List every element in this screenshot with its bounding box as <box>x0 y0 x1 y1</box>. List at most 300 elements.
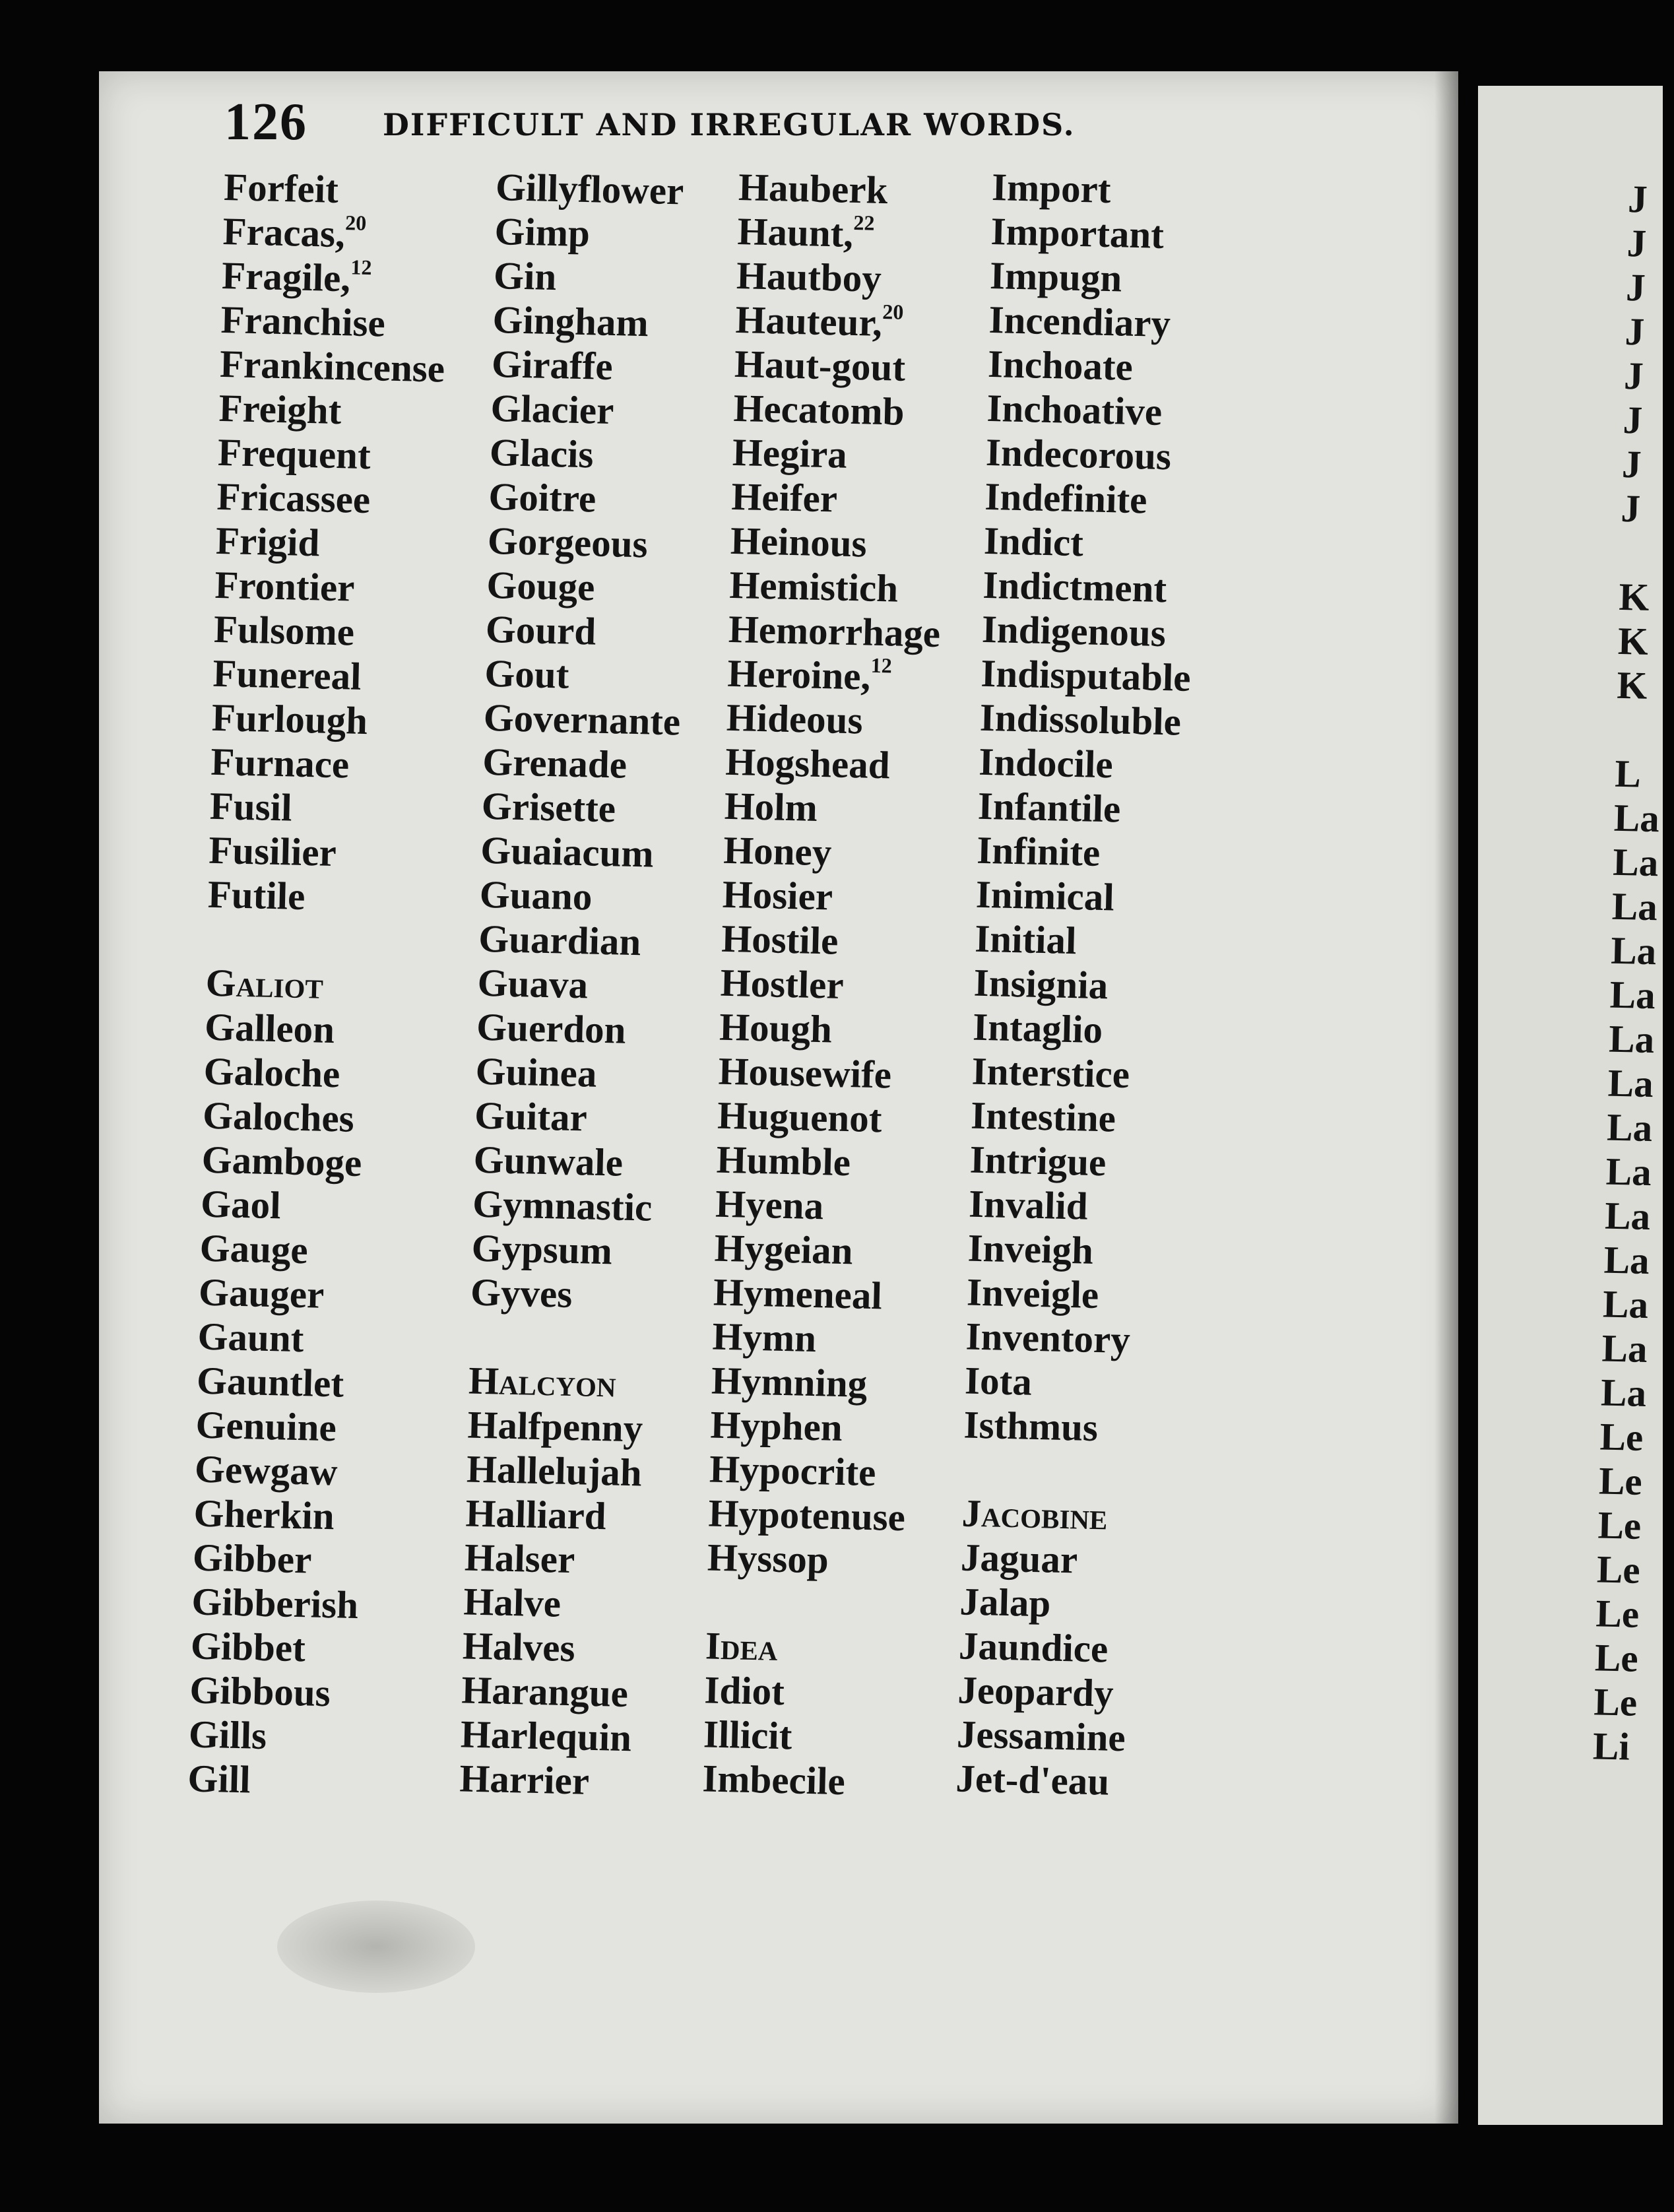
word-text: Interstice <box>971 1049 1130 1097</box>
word-entry <box>967 1226 1178 1275</box>
word-text: Futile <box>207 872 306 919</box>
word-fragment: La <box>1601 1326 1648 1371</box>
word-entry <box>195 1403 421 1452</box>
word-entry <box>489 430 687 479</box>
word-entry <box>730 519 943 568</box>
word-entry <box>707 1535 920 1584</box>
word-text: Gunwale <box>473 1137 624 1185</box>
word-entry <box>727 651 940 700</box>
word-text: Huguenot <box>717 1093 883 1141</box>
word-fragment: La <box>1611 884 1658 929</box>
word-entry <box>476 1005 674 1054</box>
word-fragment: La <box>1604 1193 1651 1239</box>
word-entry <box>734 342 947 391</box>
word-text: Hyssop <box>707 1535 829 1582</box>
word-text: Guardian <box>478 916 642 964</box>
section-gap <box>1619 531 1665 576</box>
word-entry <box>477 961 675 1010</box>
word-entry <box>958 1623 1169 1672</box>
word-text: Hauteur, <box>734 297 883 344</box>
word-entry <box>718 1049 931 1098</box>
word-text: Inventory <box>965 1314 1131 1362</box>
word-entry <box>187 1756 413 1805</box>
word-text: Halves <box>462 1623 576 1670</box>
word-fragment: La <box>1600 1370 1647 1415</box>
word-entry <box>201 1138 427 1187</box>
word-entry <box>217 430 443 480</box>
word-fragment: Li <box>1592 1724 1630 1769</box>
word-text: Gamboge <box>201 1137 363 1185</box>
word-entry <box>724 784 937 833</box>
word-text: Invalid <box>968 1181 1089 1228</box>
word-text: Inchoate <box>987 341 1134 389</box>
word-text: Furnace <box>210 739 350 787</box>
word-text: Jacobine <box>961 1491 1109 1538</box>
word-entry <box>472 1182 670 1231</box>
word-text: Hypocrite <box>709 1447 877 1495</box>
word-text: Gout <box>484 651 570 697</box>
word-text: Gibbet <box>190 1623 306 1670</box>
word-text: Gymnastic <box>472 1181 653 1229</box>
word-text: Hemorrhage <box>728 606 941 656</box>
word-entry <box>482 740 680 789</box>
word-text: Frequent <box>217 430 371 478</box>
word-text: Harrier <box>459 1756 590 1803</box>
word-entry <box>989 253 1200 302</box>
word-entry <box>965 1315 1176 1363</box>
word-text: Gibbous <box>189 1668 331 1715</box>
word-text: Gypsum <box>471 1225 613 1273</box>
word-fragment: J <box>1622 397 1643 442</box>
word-text: Fusilier <box>208 828 337 875</box>
word-entry <box>203 1049 429 1099</box>
word-text: Hauberk <box>738 165 889 212</box>
word-text: Hosier <box>722 872 833 919</box>
word-fragment: La <box>1602 1282 1649 1327</box>
word-text: Isthmus <box>963 1402 1099 1450</box>
word-text: Guava <box>477 960 589 1007</box>
word-entry <box>704 1668 917 1716</box>
word-entry <box>198 1270 424 1320</box>
word-entry <box>474 1093 672 1142</box>
word-entry <box>479 872 677 921</box>
word-entry <box>493 253 691 302</box>
word-entry <box>715 1182 928 1231</box>
word-text: Hyena <box>715 1181 824 1228</box>
word-text: Infantile <box>977 783 1122 831</box>
word-text: Gill <box>187 1756 251 1802</box>
word-text: Idea <box>705 1623 779 1669</box>
word-text: Important <box>990 209 1165 257</box>
word-fragment: Le <box>1598 1458 1643 1503</box>
word-entry <box>203 1093 428 1143</box>
word-entry <box>712 1315 925 1363</box>
word-entry <box>710 1403 923 1452</box>
word-entry <box>461 1668 659 1716</box>
section-head-word <box>205 961 431 1010</box>
word-text: Heifer <box>730 474 838 521</box>
word-entry <box>971 1049 1182 1098</box>
word-text: Frontier <box>214 562 356 610</box>
word-column-3 <box>702 165 951 1805</box>
word-entry <box>732 430 945 479</box>
word-entry <box>211 696 437 745</box>
word-text: Jessamine <box>956 1712 1126 1760</box>
word-fragment: J <box>1627 177 1648 221</box>
word-text: Gills <box>188 1712 267 1758</box>
word-text: Indisputable <box>980 651 1192 700</box>
word-entry <box>960 1535 1171 1584</box>
word-entry <box>990 209 1202 258</box>
word-entry <box>196 1359 422 1408</box>
word-entry <box>483 696 681 744</box>
word-entry <box>987 342 1198 391</box>
word-entry <box>957 1668 1169 1716</box>
word-text: Halser <box>464 1535 575 1582</box>
word-text: Illicit <box>703 1712 793 1758</box>
word-text: Hostler <box>720 960 845 1007</box>
reference-number: 22 <box>853 210 875 235</box>
word-fragment: K <box>1618 574 1650 619</box>
word-text: Hygeian <box>714 1225 854 1273</box>
word-text: Fulsome <box>213 606 355 654</box>
word-text: Gillyflower <box>495 165 685 213</box>
word-entry <box>459 1756 657 1805</box>
word-text: Hecatomb <box>732 385 905 434</box>
word-text: Guitar <box>474 1093 588 1140</box>
section-head-word <box>961 1491 1173 1540</box>
word-entry <box>721 917 934 965</box>
word-entry <box>991 165 1202 214</box>
word-fragment: Le <box>1596 1547 1641 1592</box>
word-entry <box>201 1182 426 1231</box>
word-entry <box>481 784 679 833</box>
word-fragment: Le <box>1595 1591 1640 1636</box>
word-entry <box>971 1093 1182 1142</box>
page-header <box>224 92 1076 152</box>
reference-number: 12 <box>870 653 893 678</box>
word-text: Holm <box>724 783 818 830</box>
word-fragment: Le <box>1599 1414 1644 1459</box>
word-text: Goitre <box>488 474 597 521</box>
word-entry <box>723 828 936 877</box>
word-text: Jet-d'eau <box>955 1756 1110 1804</box>
word-entry <box>207 872 433 922</box>
word-entry <box>977 828 1188 877</box>
word-text: Inveigle <box>966 1270 1099 1317</box>
word-text: Gibberish <box>191 1579 359 1627</box>
word-text: Import <box>991 165 1112 212</box>
word-fragment: Le <box>1597 1503 1642 1547</box>
word-text: Hegira <box>732 430 848 476</box>
word-text: Gourd <box>485 606 596 653</box>
word-text: Gaol <box>200 1181 282 1227</box>
reference-number: 12 <box>350 255 372 280</box>
word-entry <box>460 1712 658 1761</box>
word-text: Halve <box>463 1579 562 1625</box>
word-text: Gorgeous <box>487 518 649 566</box>
word-text: Heinous <box>730 518 868 566</box>
word-entry <box>473 1138 671 1187</box>
word-entry <box>969 1138 1180 1187</box>
word-text: Guerdon <box>476 1004 627 1052</box>
word-entry <box>197 1315 423 1364</box>
word-fragment: Le <box>1593 1679 1638 1724</box>
word-text: Giraffe <box>491 341 614 389</box>
word-entry <box>988 298 1200 346</box>
word-text: Gauntlet <box>196 1358 344 1406</box>
word-entry <box>487 519 685 568</box>
word-fragment: J <box>1626 220 1647 265</box>
word-entry <box>955 1756 1167 1805</box>
page-number: 126 <box>224 93 307 151</box>
word-entry <box>708 1491 921 1540</box>
word-text: Franchise <box>220 297 386 345</box>
word-text: Galiot <box>205 960 324 1007</box>
word-entry <box>222 209 448 259</box>
word-text: Freight <box>218 385 342 433</box>
word-entry <box>714 1226 927 1275</box>
word-entry <box>964 1359 1175 1408</box>
word-fragment: La <box>1610 928 1658 973</box>
word-text: Inimical <box>975 872 1115 919</box>
word-text: Heroine, <box>726 651 872 698</box>
word-text: Gewgaw <box>194 1447 338 1494</box>
word-entry <box>735 298 948 346</box>
word-entry <box>713 1270 926 1319</box>
word-entry <box>973 961 1184 1010</box>
word-entry <box>709 1447 922 1496</box>
word-entry <box>485 607 683 656</box>
word-text: Halfpenny <box>467 1402 643 1450</box>
word-entry <box>737 209 950 258</box>
word-text: Fracas, <box>222 209 346 256</box>
running-title: DIFFICULT AND IRREGULAR WORDS. <box>383 107 1076 143</box>
word-column-1 <box>187 165 449 1805</box>
word-text: Gingham <box>492 297 649 345</box>
reference-number: 20 <box>344 211 367 235</box>
word-entry <box>212 651 438 701</box>
word-fragment: J <box>1625 265 1646 309</box>
word-text: Gimp <box>494 209 591 255</box>
word-entry <box>194 1447 420 1497</box>
word-text: Impugn <box>989 253 1122 300</box>
word-text: Galleon <box>204 1004 335 1052</box>
word-text: Glacier <box>490 385 615 433</box>
word-entry <box>725 740 938 789</box>
word-text: Gyves <box>470 1270 573 1317</box>
word-entry <box>702 1756 915 1805</box>
word-text: Indict <box>983 518 1084 565</box>
word-entry <box>189 1668 415 1717</box>
word-text: Jaguar <box>960 1535 1078 1582</box>
word-fragment: J <box>1623 353 1644 398</box>
word-text: Glacis <box>489 430 595 476</box>
word-text: Intaglio <box>972 1004 1103 1052</box>
word-text: Guano <box>479 872 593 919</box>
word-text: Frigid <box>215 518 321 565</box>
word-text: Inchoative <box>986 385 1163 434</box>
word-entry <box>216 474 442 524</box>
word-text: Furlough <box>211 695 368 743</box>
word-entry <box>467 1403 665 1452</box>
ink-smudge <box>277 1901 475 1993</box>
word-text: Imbecile <box>701 1756 846 1804</box>
word-entry <box>193 1491 419 1540</box>
word-entry <box>973 1005 1184 1054</box>
word-entry <box>975 917 1186 965</box>
word-text: Infinite <box>976 828 1101 874</box>
word-text: Jeopardy <box>957 1668 1114 1715</box>
word-text: Harangue <box>461 1668 629 1716</box>
word-text: Indissoluble <box>979 695 1182 744</box>
word-entry <box>462 1623 660 1672</box>
word-text: Hough <box>719 1004 833 1051</box>
word-text: Frankincense <box>219 341 445 391</box>
word-entry <box>495 165 693 214</box>
word-entry <box>213 607 439 657</box>
word-text: Harlequin <box>460 1712 632 1760</box>
word-entry <box>220 298 446 347</box>
word-entry <box>720 961 933 1010</box>
section-gap <box>1615 707 1661 753</box>
word-text: Incendiary <box>988 297 1171 346</box>
word-text: Forfeit <box>223 165 339 211</box>
word-text: Intestine <box>970 1093 1116 1140</box>
word-entry <box>977 784 1188 833</box>
word-entry <box>210 740 436 789</box>
word-text: Indefinite <box>984 474 1148 522</box>
word-text: Haunt, <box>736 209 854 255</box>
word-text: Hymeneal <box>713 1270 883 1318</box>
word-entry <box>703 1712 916 1761</box>
word-text: Gauge <box>199 1225 309 1272</box>
word-text: Housewife <box>718 1049 892 1097</box>
word-entry <box>985 430 1196 479</box>
word-entry <box>218 386 444 436</box>
word-text: Fusil <box>209 783 293 830</box>
section-head-word <box>705 1623 918 1672</box>
word-entry <box>979 696 1190 744</box>
word-entry <box>490 386 688 435</box>
word-fragment: La <box>1609 972 1656 1018</box>
word-text: Indocile <box>978 739 1114 787</box>
word-entry <box>717 1093 930 1142</box>
word-entry <box>983 519 1194 568</box>
word-entry <box>716 1138 929 1187</box>
word-text: Hallelujah <box>466 1447 643 1495</box>
word-text: Jalap <box>959 1579 1052 1625</box>
word-text: Hemistich <box>728 562 899 610</box>
word-entry <box>736 253 949 302</box>
word-text: Guaiacum <box>480 828 655 876</box>
word-fragment: Le <box>1594 1635 1639 1680</box>
word-text: Galoches <box>202 1093 355 1140</box>
word-text: Haut-gout <box>734 341 906 389</box>
word-entry <box>975 872 1186 921</box>
word-fragment: La <box>1603 1237 1650 1283</box>
word-text: Grenade <box>482 739 628 787</box>
word-entry <box>959 1579 1171 1628</box>
word-entry <box>219 342 445 391</box>
word-entry <box>199 1226 425 1276</box>
word-entry <box>205 1005 430 1055</box>
word-text: Humble <box>716 1137 851 1185</box>
word-text: Gibber <box>192 1535 313 1582</box>
word-text: Gaunt <box>197 1314 305 1361</box>
word-entry <box>209 828 434 878</box>
word-text: Iota <box>964 1358 1033 1404</box>
word-entry <box>192 1535 418 1584</box>
word-entry <box>466 1447 664 1496</box>
word-entry <box>190 1623 416 1673</box>
word-entry <box>486 563 684 612</box>
word-fragment: La <box>1605 1149 1652 1194</box>
word-entry <box>214 563 440 612</box>
word-entry <box>969 1182 1180 1231</box>
word-text: Gherkin <box>193 1491 335 1538</box>
word-text: Genuine <box>195 1402 337 1450</box>
word-text: Governante <box>483 695 681 744</box>
word-entry <box>494 209 692 258</box>
section-gap <box>207 917 432 966</box>
word-text: Hymn <box>711 1314 817 1361</box>
section-gap <box>469 1315 667 1363</box>
word-text: Hideous <box>726 695 864 742</box>
word-entry <box>982 563 1194 612</box>
word-text: Gouge <box>486 562 596 609</box>
word-entry <box>188 1712 414 1761</box>
word-text: Insignia <box>973 960 1109 1008</box>
word-text: Gauger <box>198 1270 325 1317</box>
word-text: Gin <box>493 253 558 299</box>
word-entry <box>215 519 441 568</box>
word-fragment: La <box>1607 1060 1654 1106</box>
word-text: Inveigh <box>967 1225 1094 1272</box>
word-text: Indigenous <box>981 606 1167 655</box>
word-entry <box>484 651 682 700</box>
word-entry <box>475 1049 673 1098</box>
word-text: Hypotenuse <box>707 1491 906 1540</box>
word-fragment: La <box>1612 839 1659 885</box>
word-text: Intrigue <box>969 1137 1107 1185</box>
word-entry <box>471 1226 669 1275</box>
word-text: Indictment <box>982 562 1167 611</box>
word-entry <box>191 1579 417 1629</box>
word-fragment: L <box>1614 751 1642 796</box>
word-entry <box>719 1005 932 1054</box>
word-fragment: K <box>1616 663 1648 707</box>
word-entry <box>966 1270 1177 1319</box>
word-column-2 <box>459 165 693 1805</box>
word-entry <box>981 651 1192 700</box>
word-text: Fragile, <box>221 253 351 300</box>
word-entry <box>464 1535 662 1584</box>
word-fragment: La <box>1608 1016 1655 1062</box>
word-entry <box>731 474 944 523</box>
word-fragment: K <box>1617 618 1649 663</box>
word-text: Galoche <box>203 1049 341 1096</box>
word-text: Guinea <box>475 1049 598 1095</box>
word-entry <box>221 253 447 303</box>
word-text: Indecorous <box>985 430 1172 478</box>
word-text: Fricassee <box>216 474 371 522</box>
word-entry <box>480 828 678 877</box>
word-fragment: J <box>1621 441 1642 486</box>
word-text: Hautboy <box>736 253 882 300</box>
word-entry <box>963 1403 1175 1452</box>
word-entry <box>984 474 1196 523</box>
